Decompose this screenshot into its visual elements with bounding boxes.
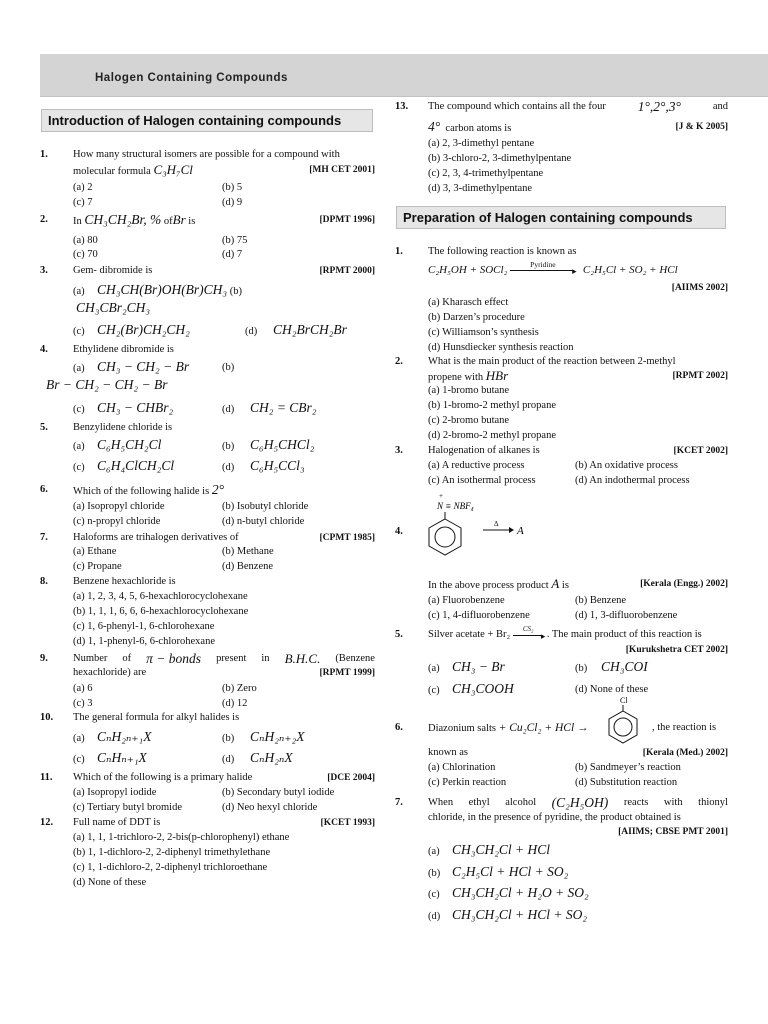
question-text: in	[261, 653, 270, 664]
question-number: 7.	[395, 797, 403, 808]
formula: C₆H₅CCl₃	[250, 458, 305, 473]
question-text: chloride, in the presence of pyridine, the product obtained is	[428, 812, 681, 823]
option-a: (a) CₙH₂ₙ₊₁X	[73, 729, 152, 744]
option-a: (a) Isopropyl iodide	[73, 787, 157, 798]
question-number: 5.	[395, 629, 403, 640]
option-a: (a) C₆H₅CH₂Cl	[73, 437, 162, 452]
question-number: 1.	[395, 246, 403, 257]
option-d: (d) CH₂BrCH₂Br	[245, 322, 347, 337]
formula: CH₃ − CHBr₂	[97, 400, 174, 415]
option-b-label: (b)	[222, 362, 235, 373]
exam-source: [J & K 2005]	[675, 122, 728, 132]
formula: C₆H₅CHCl₂	[250, 437, 315, 452]
option-b: (b) CH₃COI	[575, 659, 648, 674]
option-b: (b) 1-bromo-2 methyl propane	[428, 400, 557, 411]
option-d: (d) n-butyl chloride	[222, 516, 305, 527]
formula: A	[551, 576, 560, 591]
option-b: (b) Sandmeyer’s reaction	[575, 762, 681, 773]
question-text: Diazonium salts	[428, 723, 496, 734]
formula: 4°	[428, 119, 441, 134]
product-label: A	[517, 525, 524, 537]
question-text: What is the main product of the reaction between 2-methyl	[428, 356, 676, 367]
question-text: In	[73, 216, 82, 227]
option-a: (a) Fluorobenzene	[428, 595, 505, 606]
option-b: (b) C₂H₅Cl + HCl + SO₂	[428, 864, 569, 879]
option-b-label: (b)	[229, 286, 243, 297]
option-c: (c) Tertiary butyl bromide	[73, 802, 182, 813]
option-b: (b) 1, 1-dichloro-2, 2-diphenyl trimethylethane	[73, 847, 271, 858]
formula: (C₂H₅OH)	[551, 795, 609, 810]
formula: CH₃ − CH₂ − Br	[97, 359, 190, 374]
option-a: (a) 80	[73, 235, 98, 246]
page-header-title: Halogen Containing Compounds	[95, 72, 288, 84]
option-b	[76, 301, 150, 317]
formula: CH₃CH₂Br, %	[84, 212, 162, 227]
question-number: 3.	[395, 445, 403, 456]
question-text: When	[428, 797, 454, 808]
question-text: Full name of DDT is	[73, 817, 161, 828]
option-c: (c) CₙHₙ₊₁X	[73, 750, 147, 765]
formula: B.H.C.	[284, 651, 321, 666]
option-d: (d) 2-bromo-2 methyl propane	[428, 430, 557, 441]
exam-source: [DCE 2004]	[327, 773, 375, 783]
formula: CH₃CH₂Cl + H₂O + SO₂	[452, 885, 589, 900]
option-d: (d) Hunsdiecker synthesis reaction	[428, 342, 574, 353]
option-a: (a) Ethane	[73, 546, 117, 557]
formula: CH₃CH₂Cl + HCl + SO₂	[452, 907, 588, 922]
option-a: (a) 6	[73, 683, 93, 694]
question-number: 3.	[40, 265, 48, 276]
option-b: (b) 5	[222, 182, 243, 193]
question-number: 4.	[40, 344, 48, 355]
question-text: Haloforms are trihalogen derivatives of	[73, 532, 239, 543]
option-d: (d) None of these	[575, 684, 649, 695]
question-text: known as	[428, 747, 468, 758]
option-d: (d) 12	[222, 698, 248, 709]
question-text: with	[663, 797, 683, 808]
option-c: (c) 3	[73, 698, 93, 709]
formula: CₙHₙ₊₁X	[97, 750, 147, 765]
exam-source: [RPMT 1999]	[319, 668, 375, 678]
question-number: 6.	[40, 484, 48, 495]
question-text: hexachloride) are	[73, 667, 147, 678]
question-text-is: is	[188, 216, 196, 227]
option-c: (c) CH₃CH₂Cl + H₂O + SO₂	[428, 885, 589, 900]
option-d: (d) C₆H₅CCl₃	[222, 458, 305, 473]
chlorine-label: Cl	[620, 696, 628, 705]
formula: CH₃CH₂Cl + HCl	[452, 842, 551, 857]
exam-source: [AIIMS 2002]	[671, 283, 728, 293]
option-c: (c) Propane	[73, 561, 122, 572]
question-text: propene with	[428, 372, 484, 383]
question-text: Ethylidene dibromide is	[73, 344, 174, 355]
formula: C₃H₇Cl	[153, 162, 193, 177]
option-b: (b) Darzen’s procedure	[428, 312, 525, 323]
question-number: 2.	[40, 214, 48, 225]
formula: CH₃COOH	[452, 681, 514, 696]
question-number: 12.	[40, 817, 54, 828]
option-a: (a) CH₃CH(Br)OH(Br)CH₃ (b)	[73, 282, 243, 297]
question-text: , the reaction is	[652, 722, 717, 733]
option-b: (b) Benzene	[575, 595, 627, 606]
option-a: (a) CH₃ − CH₂ − Br	[73, 359, 190, 374]
diazonium-reaction-diagram	[425, 490, 565, 560]
question-text: (Benzene	[335, 653, 375, 664]
formula: C₆H₅CH₂Cl	[97, 437, 162, 452]
option-a: (a) 2	[73, 182, 93, 193]
benzene-ring-circle	[614, 718, 632, 736]
option-d: (d) An indothermal process	[575, 475, 690, 486]
formula: CH₂ = CBr₂	[250, 400, 317, 415]
option-b: (b) 1, 1, 1, 6, 6, 6-hexachlorocyclohexane	[73, 606, 249, 617]
option-c: (c) An isothermal process	[428, 475, 536, 486]
benzene-ring	[429, 519, 461, 555]
question-text: ethyl	[468, 797, 490, 808]
question-number: 13.	[395, 101, 409, 112]
formula: Br − CH₂ − CH₂ − Br	[46, 377, 168, 392]
question-number: 5.	[40, 422, 48, 433]
question-number: 7.	[40, 532, 48, 543]
formula: C₆H₄ClCH₂Cl	[97, 458, 175, 473]
question-number: 6.	[395, 722, 403, 733]
exam-source: [Kerala (Engg.) 2002]	[640, 579, 728, 589]
formula: HBr	[485, 368, 509, 383]
question-text: Benzene hexachloride is	[73, 576, 176, 587]
option-d: (d) CₙH₂ₙX	[222, 750, 293, 765]
question-text: Gem- dibromide is	[73, 265, 153, 276]
question-text: molecular formula	[73, 166, 151, 177]
reaction-equation	[428, 260, 678, 277]
exam-source: [RPMT 2002]	[672, 371, 728, 381]
question-text: and	[712, 101, 728, 112]
option-b: (b) 75	[222, 235, 248, 246]
diazonium-group-label: N ≡ NBF₄	[437, 501, 474, 511]
exam-source: [KCET 1993]	[320, 818, 375, 828]
chlorobenzene-structure	[603, 694, 645, 746]
question-text: The following reaction is known as	[428, 246, 577, 257]
question-text: . The main product of this reaction is	[546, 629, 702, 640]
formula: π − bonds	[146, 651, 202, 666]
option-d: (d) Substitution reaction	[575, 777, 678, 788]
option-a: (a) 1-bromo butane	[428, 385, 510, 396]
question-number: 8.	[40, 576, 48, 587]
option-a: (a) A reductive process	[428, 460, 525, 471]
exam-source: [RPMT 2000]	[319, 266, 375, 276]
exam-source: [Kerala (Med.) 2002]	[642, 748, 728, 758]
question-text: The compound which contains all the four	[428, 101, 606, 112]
option-b: (b) Isobutyl chloride	[222, 501, 309, 512]
question-text: Which of the following halide is	[73, 486, 210, 497]
option-b: (b) CₙH₂ₙ₊₂X	[222, 729, 305, 744]
option-c: (c) CH₂(Br)CH₂CH₂	[73, 322, 190, 337]
option-c: (c) n-propyl chloride	[73, 516, 161, 527]
formula: CₙH₂ₙ₊₁X	[97, 729, 152, 744]
reaction-arrow: CS₂ ▸	[513, 630, 547, 640]
formula: CH₂(Br)CH₂CH₂	[97, 322, 190, 337]
option-c: (c) CH₃ − CHBr₂	[73, 400, 174, 415]
option-a: (a) Isopropyl chloride	[73, 501, 165, 512]
option-d: (d) 1, 1-phenyl-6, 6-chlorohexane	[73, 636, 215, 647]
formula: + Cu₂Cl₂ + HCl →	[498, 722, 589, 734]
benzene-ring	[609, 711, 637, 743]
question-text: Halogenation of alkanes is	[428, 445, 540, 456]
option-d: (d) None of these	[73, 877, 147, 888]
formula: CH₃COI	[601, 659, 648, 674]
arrow-head	[509, 527, 514, 533]
products: C₂H₅Cl + SO₂ + HCl	[582, 264, 678, 276]
question-number: 11.	[40, 772, 53, 783]
exam-source: [AIIMS; CBSE PMT 2001]	[618, 827, 728, 837]
question-number: 9.	[40, 653, 48, 664]
option-c: (c) 1, 1-dichloro-2, 2-diphenyl trichloroethane	[73, 862, 268, 873]
exam-source: [Kurukshetra CET 2002]	[625, 645, 728, 655]
option-d: (d) Benzene	[222, 561, 274, 572]
question-text: Which of the following is a primary halide	[73, 772, 253, 783]
option-c: (c) 1, 6-phenyl-1, 6-chlorohexane	[73, 621, 215, 632]
formula: CH₃ − Br	[452, 659, 505, 674]
question-text: thionyl	[698, 797, 728, 808]
exam-source: [DPMT 1996]	[319, 215, 375, 225]
option-c: (c) 7	[73, 197, 93, 208]
formula: 2°	[211, 482, 224, 497]
option-b: (b) Zero	[222, 683, 257, 694]
question-text: How many structural isomers are possible for a compound with	[73, 149, 340, 160]
option-b: (b) Methane	[222, 546, 274, 557]
question-text: In the above process product	[428, 580, 549, 591]
option-b: (b) 3-chloro-2, 3-dimethylpentane	[428, 153, 572, 164]
arrow-condition: Pyridine	[530, 260, 556, 270]
formula: 1°,2°,3°	[637, 99, 681, 114]
question-text-of: of	[163, 216, 173, 227]
option-c: (c) CH₃COOH	[428, 681, 514, 696]
option-c: (c) C₆H₄ClCH₂Cl	[73, 458, 175, 473]
option-a: (a) 2, 3-dimethyl pentane	[428, 138, 535, 149]
question-number: 10.	[40, 712, 54, 723]
formula: CₙH₂ₙ₊₂X	[250, 729, 305, 744]
option-c: (c) 1, 4-difluorobenzene	[428, 610, 530, 621]
option-d: (d) CH₂ = CBr₂	[222, 400, 317, 415]
question-text: reacts	[623, 797, 649, 808]
question-text: Number	[73, 653, 108, 664]
question-text: Silver acetate + Br₂	[428, 629, 511, 640]
question-text: Benzylidene chloride is	[73, 422, 173, 433]
section-title-introduction: Introduction of Halogen containing compounds	[41, 109, 373, 132]
question-text: The general formula for alkyl halides is	[73, 712, 240, 723]
option-d: (d) 3, 3-dimethylpentane	[428, 183, 533, 194]
option-b: (b) Secondary butyl iodide	[222, 787, 335, 798]
option-c: (c) 2, 3, 4-trimethylpentane	[428, 168, 544, 179]
question-number: 2.	[395, 356, 403, 367]
option-d: (d) 9	[222, 197, 243, 208]
reactants: C₂H₅OH + SOCl₂	[428, 264, 508, 276]
option-a: (a) CH₃ − Br	[428, 659, 505, 674]
option-d: (d) 7	[222, 249, 243, 260]
reaction-arrow: Pyridine ▸	[510, 265, 580, 275]
question-number: 4.	[395, 526, 403, 537]
option-a: (a) CH₃CH₂Cl + HCl	[428, 842, 551, 857]
section-title-preparation: Preparation of Halogen containing compounds	[396, 206, 726, 229]
formula: CH₂BrCH₂Br	[273, 322, 347, 337]
option-b: (b) An oxidative process	[575, 460, 678, 471]
question-text: carbon atoms is	[445, 123, 512, 134]
option-c: (c) 2-bromo butane	[428, 415, 510, 426]
option-c: (c) Perkin reaction	[428, 777, 507, 788]
option-c: (c) Williamson’s synthesis	[428, 327, 539, 338]
formula: CₙH₂ₙX	[250, 750, 293, 765]
formula-br: Br	[172, 212, 186, 227]
exam-source: [KCET 2002]	[673, 446, 728, 456]
question-text: of	[122, 653, 132, 664]
option-a: (a) 1, 2, 3, 4, 5, 6-hexachlorocyclohexane	[73, 591, 248, 602]
option-d: (d) 1, 3-difluorobenzene	[575, 610, 678, 621]
formula: C₂H₅Cl + HCl + SO₂	[452, 864, 569, 879]
option-a: (a) 1, 1, 1-trichloro-2, 2-bis(p-chlorophenyl) ethane	[73, 832, 290, 843]
option-d: (d) CH₃CH₂Cl + HCl + SO₂	[428, 907, 588, 922]
question-text: is	[561, 580, 569, 591]
formula: CH₃CH(Br)OH(Br)CH₃	[97, 282, 228, 297]
exam-source: [CPMT 1985]	[319, 533, 375, 543]
option-b	[46, 378, 167, 394]
charge-plus: +	[439, 492, 443, 500]
question-text: present	[216, 653, 247, 664]
question-number: 1.	[40, 149, 48, 160]
formula: CH₃CBr₂CH₃	[76, 300, 151, 315]
option-a: (a) Kharasch effect	[428, 297, 509, 308]
heat-symbol: Δ	[494, 520, 499, 528]
exam-source: [MH CET 2001]	[309, 165, 375, 175]
option-c: (c) 70	[73, 249, 98, 260]
option-b: (b) C₆H₅CHCl₂	[222, 437, 315, 452]
option-a: (a) Chlorination	[428, 762, 496, 773]
arrow-condition: CS₂	[522, 624, 534, 633]
option-d: (d) Neo hexyl chloride	[222, 802, 318, 813]
benzene-ring-circle	[435, 527, 455, 547]
question-text: alcohol	[505, 797, 537, 808]
